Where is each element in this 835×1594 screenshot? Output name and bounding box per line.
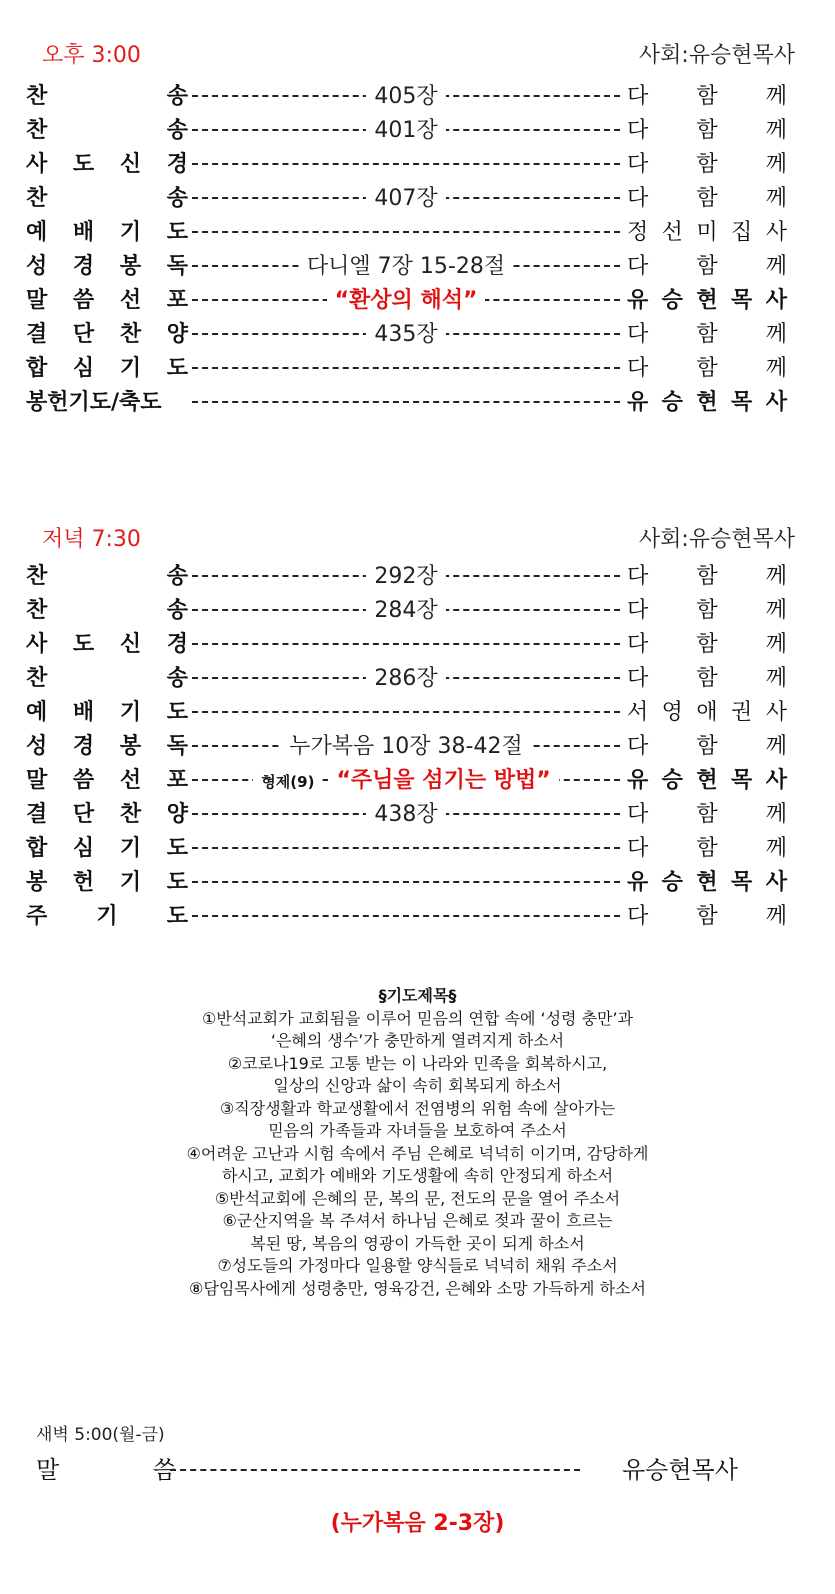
order-item-label-char: 사: [26, 632, 48, 657]
order-item-label-char: 찬: [26, 564, 48, 589]
order-item-label: [26, 628, 188, 662]
order-item-leader: [627, 216, 787, 250]
order-item-leader-char: 다: [627, 802, 649, 827]
order-item-leader-char: 현: [696, 870, 718, 895]
order-item-leader-char: 함: [696, 598, 718, 623]
order-item-label: [26, 80, 188, 114]
order-item-leader: [627, 594, 787, 628]
order-item-leader-char: 사: [765, 870, 787, 895]
order-item-leader-char: 함: [696, 666, 718, 691]
order-item-leader: [627, 148, 787, 182]
order-item-label-char: 말: [26, 768, 48, 793]
order-item-leader-char: 유: [627, 390, 649, 415]
order-item-label-char: 신: [119, 152, 142, 177]
order-item-detail: [192, 730, 620, 764]
order-item-label-char: 찬: [26, 118, 48, 143]
order-item-label-char: 도: [166, 356, 188, 381]
leader-line: [192, 915, 620, 917]
order-item-label-char: 경: [166, 152, 188, 177]
order-row: [0, 250, 835, 284]
leader-line: [192, 711, 620, 713]
order-item-leader: [627, 730, 787, 764]
order-row: [0, 386, 835, 420]
dawn-preacher: 유승현목사: [622, 1456, 738, 1484]
order-item-leader-char: 께: [765, 118, 787, 143]
order-item-label-char: 양: [166, 322, 188, 347]
order-item-leader-char: 사: [765, 390, 787, 415]
order-item-leader-char: 께: [765, 186, 787, 211]
hymn-or-scripture: 286장: [366, 666, 445, 691]
prayer-line: ④어려운 고난과 시험 속에서 주님 은혜로 넉넉히 이기며, 감당하게: [186, 1143, 649, 1163]
order-item-label: [26, 900, 188, 934]
order-item-leader: [627, 284, 787, 318]
order-item-detail: [192, 560, 620, 594]
order-item-leader-char: 승: [661, 288, 683, 313]
order-row: [0, 798, 835, 832]
order-item-leader-char: 현: [696, 390, 718, 415]
order-item-detail: [192, 80, 620, 114]
order-item-leader: [627, 662, 787, 696]
hymn-or-scripture: 401장: [366, 118, 445, 143]
dawn-label: [36, 1450, 176, 1490]
order-item-leader-char: 께: [765, 322, 787, 347]
order-item-leader-char: 목: [731, 288, 753, 313]
order-item-label-char: 경: [166, 632, 188, 657]
order-item-leader: [627, 114, 787, 148]
order-item-leader: [627, 80, 787, 114]
order-item-leader-char: 서: [627, 700, 649, 725]
order-item-leader-char: 다: [627, 186, 649, 211]
order-item-leader-char: 께: [765, 356, 787, 381]
order-item-label-char: 찬: [26, 84, 48, 109]
prayer-line: ②코로나19로 고통 받는 이 나라와 민족을 회복하시고,: [227, 1053, 608, 1073]
prayer-line: ①반석교회가 교회됨을 이루어 믿음의 연합 속에 ‘성령 충만’과: [201, 1008, 634, 1028]
order-item-label-char: 도: [72, 152, 95, 177]
order-item-label-char: 송: [166, 186, 188, 211]
order-row: [0, 216, 835, 250]
order-item-label-char: 성: [26, 734, 48, 759]
order-item-leader-char: 유: [627, 288, 649, 313]
order-item-leader-char: 다: [627, 734, 649, 759]
afternoon-host: 사회:유승현목사: [638, 43, 795, 68]
hymn-or-scripture: 438장: [366, 802, 445, 827]
order-item-leader-char: 께: [765, 152, 787, 177]
order-item-leader-char: 승: [661, 870, 683, 895]
order-item-label-char: 주: [26, 904, 48, 929]
order-item-leader-char: 승: [661, 768, 683, 793]
order-item-leader-char: 함: [696, 254, 718, 279]
order-item-label: [26, 696, 188, 730]
order-item-detail: [192, 764, 620, 799]
order-row: [0, 696, 835, 730]
order-item-leader: [627, 182, 787, 216]
leader-line: [192, 401, 620, 403]
order-item-label-char: 찬: [26, 666, 48, 691]
order-item-label: [26, 216, 188, 250]
order-item-leader-char: 함: [696, 904, 718, 929]
order-item-label-char: 송: [166, 84, 188, 109]
order-item-label-char: 성: [26, 254, 48, 279]
order-item-leader: [627, 798, 787, 832]
order-item-label: [26, 730, 188, 764]
order-item-leader-char: 께: [765, 84, 787, 109]
order-item-leader-char: 께: [765, 836, 787, 861]
order-item-label-char: 기: [119, 700, 142, 725]
order-item-label-char: 경: [72, 734, 95, 759]
order-item-leader: [627, 250, 787, 284]
order-item-detail: [192, 284, 620, 318]
order-row: [0, 560, 835, 594]
order-item-label-char: 송: [166, 598, 188, 623]
order-row: [0, 80, 835, 114]
order-item-label-char: 송: [166, 564, 188, 589]
order-item-label-char: 예: [26, 700, 48, 725]
order-item-detail: [192, 182, 620, 216]
order-item-leader-char: 함: [696, 564, 718, 589]
order-item-leader-char: 목: [731, 768, 753, 793]
order-item-label-char: 도: [166, 220, 188, 245]
order-item-label: [26, 250, 188, 284]
dawn-label-char: 말: [36, 1456, 60, 1484]
order-row: [0, 662, 835, 696]
evening-header: [0, 522, 835, 562]
dawn-label-char: 씀: [152, 1456, 176, 1484]
order-item-label-char: 독: [166, 254, 188, 279]
order-item-leader: [627, 352, 787, 386]
order-item-label-char: 봉헌기도/축도: [26, 390, 162, 415]
order-item-leader-char: 다: [627, 356, 649, 381]
order-item-label-char: 찬: [119, 322, 142, 347]
leader-line: [192, 163, 620, 165]
hymn-or-scripture: 284장: [366, 598, 445, 623]
order-item-label-char: 포: [166, 768, 188, 793]
order-item-leader-char: 목: [731, 870, 753, 895]
order-item-leader-char: 함: [696, 734, 718, 759]
afternoon-order-list: [0, 80, 835, 420]
order-item-leader-char: 함: [696, 152, 718, 177]
order-item-leader: [627, 318, 787, 352]
order-item-label: [26, 832, 188, 866]
order-item-label-char: 심: [72, 836, 95, 861]
order-item-leader: [627, 764, 787, 798]
order-item-label-char: 선: [119, 768, 142, 793]
order-item-label-char: 단: [72, 322, 95, 347]
order-item-label-char: 선: [119, 288, 142, 313]
order-item-leader-char: 집: [731, 220, 753, 245]
prayer-line: 하시고, 교회가 예배와 기도생활에 속히 안정되게 하소서: [221, 1166, 614, 1185]
order-item-leader-char: 다: [627, 598, 649, 623]
order-item-label-char: 경: [72, 254, 95, 279]
order-item-label-char: 봉: [119, 254, 142, 279]
order-item-label-char: 봉: [119, 734, 142, 759]
order-item-label-char: 예: [26, 220, 48, 245]
order-item-label-char: 합: [26, 356, 48, 381]
leader-line: [192, 847, 620, 849]
order-item-leader-char: 께: [765, 802, 787, 827]
order-row: [0, 148, 835, 182]
order-row: [0, 284, 835, 318]
afternoon-service: [0, 38, 835, 415]
order-row: [0, 318, 835, 352]
order-item-label-char: 도: [166, 836, 188, 861]
order-item-label: [26, 352, 188, 386]
order-item-leader-char: 미: [696, 220, 718, 245]
order-item-detail: [192, 594, 620, 628]
order-item-label: [26, 798, 188, 832]
evening-host: 사회:유승현목사: [638, 527, 795, 552]
order-item-label-char: 도: [166, 870, 188, 895]
order-item-leader-char: 영: [661, 700, 683, 725]
order-row: [0, 352, 835, 386]
order-item-label: [26, 386, 188, 420]
order-item-leader: [627, 628, 787, 662]
order-item-leader-char: 다: [627, 254, 649, 279]
order-item-detail: [192, 318, 620, 352]
hymn-or-scripture: 누가복음 10장 38-42절: [281, 734, 530, 759]
order-item-leader-char: 께: [765, 632, 787, 657]
leader-line: [192, 643, 620, 645]
prayer-line: ③직장생활과 학교생활에서 전염병의 위험 속에 살아가는: [219, 1098, 616, 1118]
evening-order-list: [0, 560, 835, 934]
prayer-line: 일상의 신앙과 삶이 속히 회복되게 하소서: [273, 1076, 562, 1095]
order-item-leader-char: 께: [765, 734, 787, 759]
order-item-leader-char: 께: [765, 564, 787, 589]
prayer-line: ⑥군산지역을 복 주셔서 하나님 은혜로 젖과 꿀이 흐르는: [222, 1211, 613, 1230]
order-item-label-char: 도: [72, 632, 95, 657]
order-item-label-char: 독: [166, 734, 188, 759]
order-item-leader-char: 현: [696, 768, 718, 793]
order-item-leader: [627, 696, 787, 730]
order-item-label-char: 합: [26, 836, 48, 861]
prayer-requests: [0, 985, 835, 1300]
order-item-label-char: 도: [166, 700, 188, 725]
order-item-leader-char: 다: [627, 322, 649, 347]
order-item-leader-char: 권: [731, 700, 753, 725]
order-row: [0, 594, 835, 628]
order-row: [0, 182, 835, 216]
order-item-leader-char: 다: [627, 666, 649, 691]
order-item-label-char: 송: [166, 666, 188, 691]
prayer-line: ⑦성도들의 가정마다 일용할 양식들로 넉넉히 채워 주소서: [217, 1256, 618, 1275]
order-item-leader-char: 현: [696, 288, 718, 313]
order-item-leader-char: 다: [627, 152, 649, 177]
order-item-leader-char: 함: [696, 632, 718, 657]
order-item-leader-char: 정: [627, 220, 649, 245]
order-item-label-char: 신: [119, 632, 142, 657]
hymn-or-scripture: 다니엘 7장 15-28절: [299, 254, 513, 279]
order-item-leader-char: 승: [661, 390, 683, 415]
order-item-label-char: 찬: [26, 186, 48, 211]
order-item-label-char: 배: [72, 220, 95, 245]
order-item-label-char: 찬: [26, 598, 48, 623]
order-item-leader-char: 함: [696, 356, 718, 381]
order-item-leader-char: 께: [765, 904, 787, 929]
order-item-leader-char: 께: [765, 598, 787, 623]
order-item-leader-char: 애: [696, 700, 718, 725]
order-item-label-char: 씀: [72, 288, 95, 313]
order-item-detail: [192, 114, 620, 148]
order-row: [0, 628, 835, 662]
hymn-or-scripture: 435장: [366, 322, 445, 347]
leader-line: [192, 367, 620, 369]
order-item-leader-char: 함: [696, 118, 718, 143]
order-item-label: [26, 764, 188, 798]
order-item-leader-char: 다: [627, 118, 649, 143]
leader-line: [192, 231, 620, 233]
order-item-leader-char: 다: [627, 904, 649, 929]
order-row: [0, 832, 835, 866]
order-item-detail: [192, 798, 620, 832]
order-item-label-char: 단: [72, 802, 95, 827]
hymn-or-scripture: 292장: [366, 564, 445, 589]
order-item-leader: [627, 560, 787, 594]
order-item-leader-char: 께: [765, 666, 787, 691]
order-item-leader-char: 사: [765, 288, 787, 313]
order-item-leader-char: 다: [627, 632, 649, 657]
hymn-or-scripture: 405장: [366, 84, 445, 109]
dawn-sermon-row: [0, 1450, 835, 1490]
order-item-leader-char: 유: [627, 768, 649, 793]
order-item-label-char: 기: [96, 904, 118, 929]
order-row: [0, 114, 835, 148]
hymn-or-scripture: 407장: [366, 186, 445, 211]
dawn-time: 새벽 5:00(월-금): [36, 1425, 165, 1445]
prayer-list: [0, 1008, 835, 1301]
order-item-label: [26, 662, 188, 696]
afternoon-time: 오후 3:00: [42, 43, 141, 68]
order-item-label: [26, 866, 188, 900]
order-item-detail: [192, 250, 620, 284]
order-item-label-char: 기: [119, 356, 142, 381]
order-item-leader-char: 목: [731, 390, 753, 415]
order-item-leader-char: 함: [696, 322, 718, 347]
order-item-label-char: 양: [166, 802, 188, 827]
order-item-leader-char: 함: [696, 186, 718, 211]
evening-time: 저녁 7:30: [42, 527, 141, 552]
order-item-label: [26, 284, 188, 318]
order-item-leader-char: 다: [627, 564, 649, 589]
order-item-label: [26, 114, 188, 148]
prayer-line: 복된 땅, 복음의 영광이 가득한 곳이 되게 하소서: [250, 1233, 585, 1253]
order-item-leader-char: 선: [661, 220, 683, 245]
order-item-label-char: 헌: [72, 870, 95, 895]
order-item-leader-char: 함: [696, 836, 718, 861]
order-item-label-char: 결: [26, 802, 48, 827]
evening-service: [0, 522, 835, 929]
order-item-label-char: 결: [26, 322, 48, 347]
order-item-label-char: 배: [72, 700, 95, 725]
sermon-title: “주님을 섬기는 방법”: [328, 768, 558, 793]
order-item-label-char: 말: [26, 288, 48, 313]
prayer-line: ‘은혜의 생수’가 충만하게 열려지게 하소서: [270, 1031, 565, 1050]
order-item-label-char: 도: [166, 904, 188, 929]
order-item-label-char: 기: [119, 870, 142, 895]
prayer-line: 믿음의 가족들과 자녀들을 보호하여 주소서: [268, 1121, 567, 1140]
order-item-label: [26, 560, 188, 594]
order-row: [0, 900, 835, 934]
order-item-leader-char: 유: [627, 870, 649, 895]
order-item-leader-char: 사: [765, 768, 787, 793]
order-item-leader-char: 함: [696, 84, 718, 109]
order-item-label: [26, 594, 188, 628]
order-item-leader-char: 다: [627, 84, 649, 109]
prayer-line: ⑧담임목사에게 성령충만, 영육강건, 은혜와 소망 가득하게 하소서: [189, 1278, 646, 1298]
order-item-label-char: 사: [26, 152, 48, 177]
order-item-label-char: 씀: [72, 768, 95, 793]
order-item-leader-char: 다: [627, 836, 649, 861]
order-item-label-char: 찬: [119, 802, 142, 827]
order-item-leader-char: 사: [765, 700, 787, 725]
order-item-label-char: 심: [72, 356, 95, 381]
order-item-leader: [627, 386, 787, 420]
leader-line: [192, 881, 620, 883]
order-item-leader-char: 께: [765, 254, 787, 279]
order-item-label-char: 기: [119, 836, 142, 861]
leader-line: [170, 1469, 580, 1471]
dawn-scripture-reference: (누가복음 2-3장): [330, 1511, 505, 1536]
order-item-leader: [627, 900, 787, 934]
sermon-title: “환상의 해석”: [327, 288, 486, 313]
order-item-label-char: 송: [166, 118, 188, 143]
order-item-leader: [627, 866, 787, 900]
prayer-title: §기도제목§: [378, 986, 457, 1005]
sermon-series: 형제(9): [253, 773, 322, 791]
order-row: [0, 730, 835, 764]
order-item-label: [26, 182, 188, 216]
order-item-label-char: 기: [119, 220, 142, 245]
prayer-line: ⑤반석교회에 은혜의 문, 복의 문, 전도의 문을 열어 주소서: [214, 1188, 621, 1208]
order-item-label: [26, 318, 188, 352]
afternoon-header: [0, 38, 835, 78]
order-row: [0, 866, 835, 900]
order-item-label-char: 포: [166, 288, 188, 313]
order-item-leader-char: 사: [765, 220, 787, 245]
order-item-leader-char: 함: [696, 802, 718, 827]
order-item-label-char: 봉: [26, 870, 48, 895]
order-item-detail: [192, 662, 620, 696]
order-item-leader: [627, 832, 787, 866]
order-row: [0, 764, 835, 798]
order-item-label: [26, 148, 188, 182]
